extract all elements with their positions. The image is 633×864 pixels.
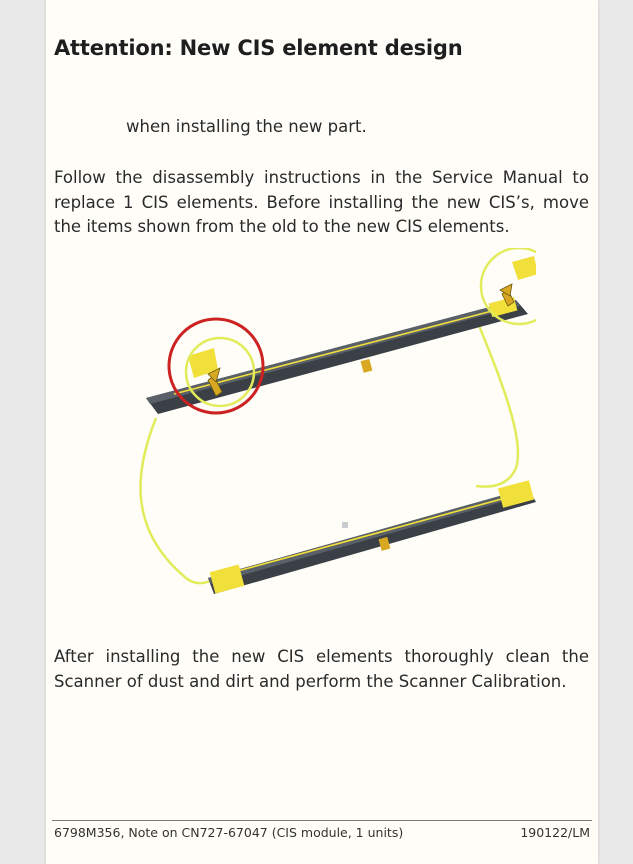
- cis-elements-figure: [116, 248, 536, 620]
- instruction-paragraph: Follow the disassembly instructions in the Service Manual to replace 1 CIS elements. Before installing the new CIS’s, move the items shown from the old to the new CIS elements.: [54, 168, 589, 236]
- moved-part-right: [500, 256, 536, 306]
- page-title: Attention: New CIS element design: [54, 36, 463, 60]
- document-page: [46, 0, 598, 864]
- footer-document-id: 6798M356, Note on CN727-67047 (CIS module, 1 units): [54, 825, 404, 840]
- body-line: when installing the new part.: [126, 117, 367, 136]
- closing-paragraph: After installing the new CIS elements thoroughly clean the Scanner of dust and dirt and perform the Scanner Calibration.: [54, 647, 589, 691]
- footer-divider: [52, 820, 592, 821]
- new-cis-element: [208, 480, 536, 594]
- footer-date-code: 190122/LM: [520, 825, 590, 840]
